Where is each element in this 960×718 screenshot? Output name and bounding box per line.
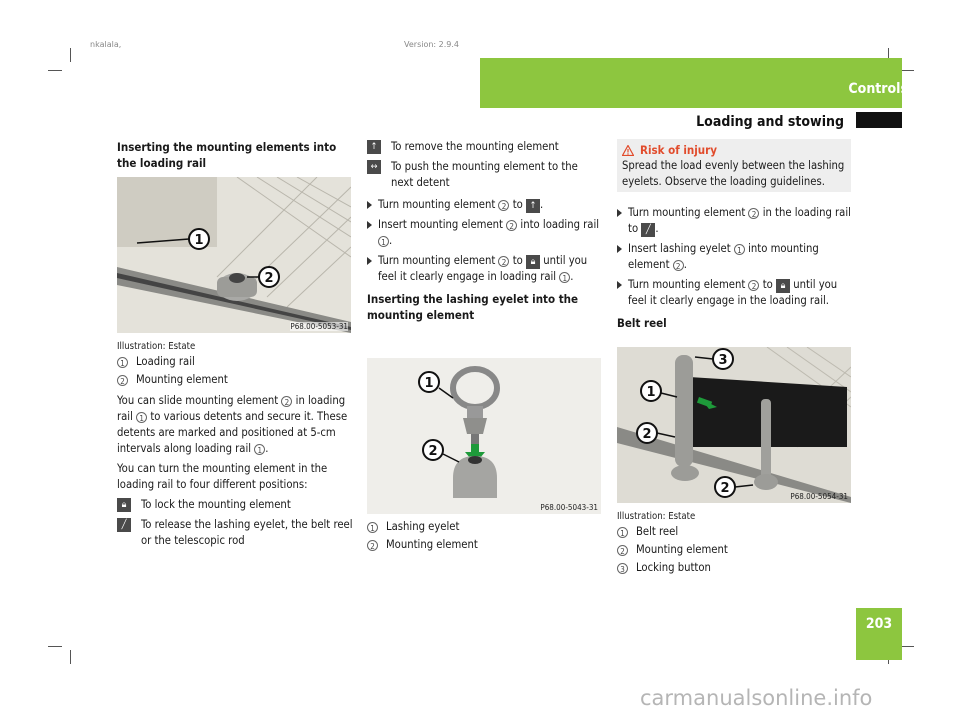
warning-icon xyxy=(622,145,634,156)
lock-icon: 🔒︎ xyxy=(776,279,790,293)
text: into loading rail xyxy=(520,218,600,231)
legend-text: Belt reel xyxy=(636,525,679,538)
text: Turn mounting element xyxy=(628,278,746,291)
legend-item xyxy=(617,559,853,577)
svg-text:2: 2 xyxy=(642,427,652,442)
watermark: carmanualsonline.info xyxy=(640,686,873,710)
release-text: To release the lashing eyelet, the belt reel or the telescopic rod xyxy=(141,518,353,547)
text: in the loading rail to xyxy=(628,206,851,235)
column-1-body xyxy=(117,340,353,549)
lock-icon: 🔒︎ xyxy=(526,255,540,269)
instruction-step: Insert lashing eyelet 1 into mounting element 2 . xyxy=(617,241,853,273)
remove-icon: ↑ xyxy=(526,199,540,213)
crop-mark xyxy=(70,48,71,62)
text: into mounting element xyxy=(628,242,819,271)
instruction-step: Turn mounting element 2 to 🔒︎ until you feel it clearly engage in loading rail 1 . xyxy=(367,253,603,285)
text: Turn mounting element xyxy=(378,198,496,211)
lashing-eyelet-photo xyxy=(367,358,601,514)
crop-mark xyxy=(70,650,71,664)
warning-text: Spread the load evenly between the lashing eyelets. Observe the loading guidelines. xyxy=(622,159,845,188)
photo-caption: Illustration: Estate xyxy=(617,511,696,522)
callout-number: 2 xyxy=(281,396,292,407)
svg-text:2: 2 xyxy=(428,444,438,459)
callout-number: 2 xyxy=(498,200,509,211)
meta-version: Version: 2.9.4 xyxy=(404,40,460,49)
warning-box xyxy=(617,139,851,192)
svg-text:1: 1 xyxy=(646,385,656,400)
text: to xyxy=(512,198,523,211)
bullet-arrow-icon xyxy=(617,245,622,253)
release-icon: ╱ xyxy=(117,518,131,532)
section-title: Loading and stowing xyxy=(696,114,844,130)
instruction-step: Turn mounting element 2 to ↑ . xyxy=(367,197,603,213)
callout-number: 2 xyxy=(748,208,759,219)
legend-text: Locking button xyxy=(636,561,711,574)
warning-title: Risk of injury xyxy=(640,143,718,157)
text: You can slide mounting element xyxy=(117,394,279,407)
page-number: 203 xyxy=(865,616,893,632)
column-3 xyxy=(617,205,853,331)
callout-number: 1 xyxy=(378,236,389,247)
legend-item xyxy=(367,518,603,536)
bullet-arrow-icon xyxy=(367,221,372,229)
photo-code: P68.00-5043-31 xyxy=(540,503,598,512)
callout-number: 1 xyxy=(367,522,378,533)
paragraph-slide: You can slide mounting element 2 in loading rail 1 to various detents and secure it. These detents are marked and positioned at 5-cm intervals along loading rail 1 . xyxy=(117,394,348,455)
remove-text: To remove the mounting element xyxy=(391,140,559,153)
crop-mark xyxy=(900,646,914,647)
loading-rail-illustration xyxy=(117,177,351,333)
text: to xyxy=(762,278,773,291)
bullet-arrow-icon xyxy=(367,257,372,265)
text: Insert mounting element xyxy=(378,218,504,231)
callout-number: 1 xyxy=(734,244,745,255)
header-tab-label: Controls xyxy=(848,81,908,97)
release-icon: ╱ xyxy=(641,223,655,237)
svg-text:2: 2 xyxy=(264,271,274,286)
callout-number: 2 xyxy=(617,545,628,556)
column-2 xyxy=(367,139,603,323)
belt-reel-photo xyxy=(617,347,851,503)
svg-text:2: 2 xyxy=(720,481,730,496)
remove-icon: ↑ xyxy=(367,140,381,154)
legend-item xyxy=(367,536,603,554)
legend-item xyxy=(617,541,853,559)
push-icon: ↔ xyxy=(367,160,381,174)
text: until you feel it clearly engage in loading rail xyxy=(378,254,588,283)
instruction-step: Turn mounting element 2 in the loading rail to ╱ . xyxy=(617,205,853,237)
release-position-row xyxy=(117,517,353,549)
photo-caption: Illustration: Estate xyxy=(117,341,196,352)
svg-text:1: 1 xyxy=(194,233,204,248)
photo-code: P68.00-5053-31 xyxy=(290,322,348,331)
lock-icon: 🔒︎ xyxy=(117,498,131,512)
instruction-step: Insert mounting element 2 into loading rail 1 . xyxy=(367,217,603,249)
callout-number: 1 xyxy=(617,527,628,538)
legend-text: Mounting element xyxy=(386,538,478,551)
column-1 xyxy=(117,139,353,171)
header-marker xyxy=(856,112,902,128)
header-tab xyxy=(480,58,902,108)
svg-text:3: 3 xyxy=(718,353,728,368)
paragraph-positions: You can turn the mounting element in the loading rail to four different positions: xyxy=(117,462,328,491)
lashing-eyelet-illustration xyxy=(367,358,601,514)
callout-number: 2 xyxy=(748,280,759,291)
callout-number: 3 xyxy=(617,563,628,574)
crop-mark xyxy=(900,70,914,71)
crop-mark xyxy=(48,70,62,71)
bullet-arrow-icon xyxy=(617,209,622,217)
loading-rail-photo xyxy=(117,177,351,333)
push-position-row xyxy=(367,159,603,191)
text: until you feel it clearly engage in the loading rail. xyxy=(628,278,838,307)
callout-number: 1 xyxy=(136,412,147,423)
callout-number: 2 xyxy=(117,375,128,386)
lock-text: To lock the mounting element xyxy=(141,498,291,511)
text: Turn mounting element xyxy=(628,206,746,219)
remove-position-row xyxy=(367,139,603,155)
legend-item xyxy=(617,523,853,541)
callout-number: 1 xyxy=(117,357,128,368)
callout-number: 2 xyxy=(673,260,684,271)
meta-author: nkalala, xyxy=(90,40,122,49)
text: to various detents and secure it. These detents are marked and positioned at 5-cm intervals along loading rail xyxy=(117,410,348,455)
legend-item xyxy=(117,353,353,371)
callout-number: 1 xyxy=(254,444,265,455)
photo-code: P68.00-5054-31 xyxy=(790,492,848,501)
legend-item xyxy=(117,371,353,389)
crop-mark xyxy=(48,646,62,647)
heading-lashing: Inserting the lashing eyelet into the mounting element xyxy=(367,292,579,322)
callout-number: 2 xyxy=(367,540,378,551)
bullet-arrow-icon xyxy=(617,281,622,289)
text: Turn mounting element xyxy=(378,254,496,267)
lock-position-row xyxy=(117,497,353,513)
column-3-legend xyxy=(617,510,853,577)
text: to xyxy=(512,254,523,267)
bullet-arrow-icon xyxy=(367,201,372,209)
text: in loading rail xyxy=(117,394,346,423)
instruction-step xyxy=(617,277,853,309)
push-text: To push the mounting element to the next detent xyxy=(391,160,578,189)
svg-text:1: 1 xyxy=(424,376,434,391)
callout-number: 2 xyxy=(506,220,517,231)
legend-text: Mounting element xyxy=(136,373,228,386)
column-2-legend xyxy=(367,518,603,554)
text: Insert lashing eyelet xyxy=(628,242,731,255)
legend-text: Loading rail xyxy=(136,355,195,368)
belt-reel-illustration xyxy=(617,347,851,503)
heading-mounting: Inserting the mounting elements into the loading rail xyxy=(117,140,337,170)
callout-number: 2 xyxy=(498,256,509,267)
callout-number: 1 xyxy=(559,272,570,283)
legend-text: Mounting element xyxy=(636,543,728,556)
legend-text: Lashing eyelet xyxy=(386,520,460,533)
heading-belt-reel: Belt reel xyxy=(617,316,667,330)
